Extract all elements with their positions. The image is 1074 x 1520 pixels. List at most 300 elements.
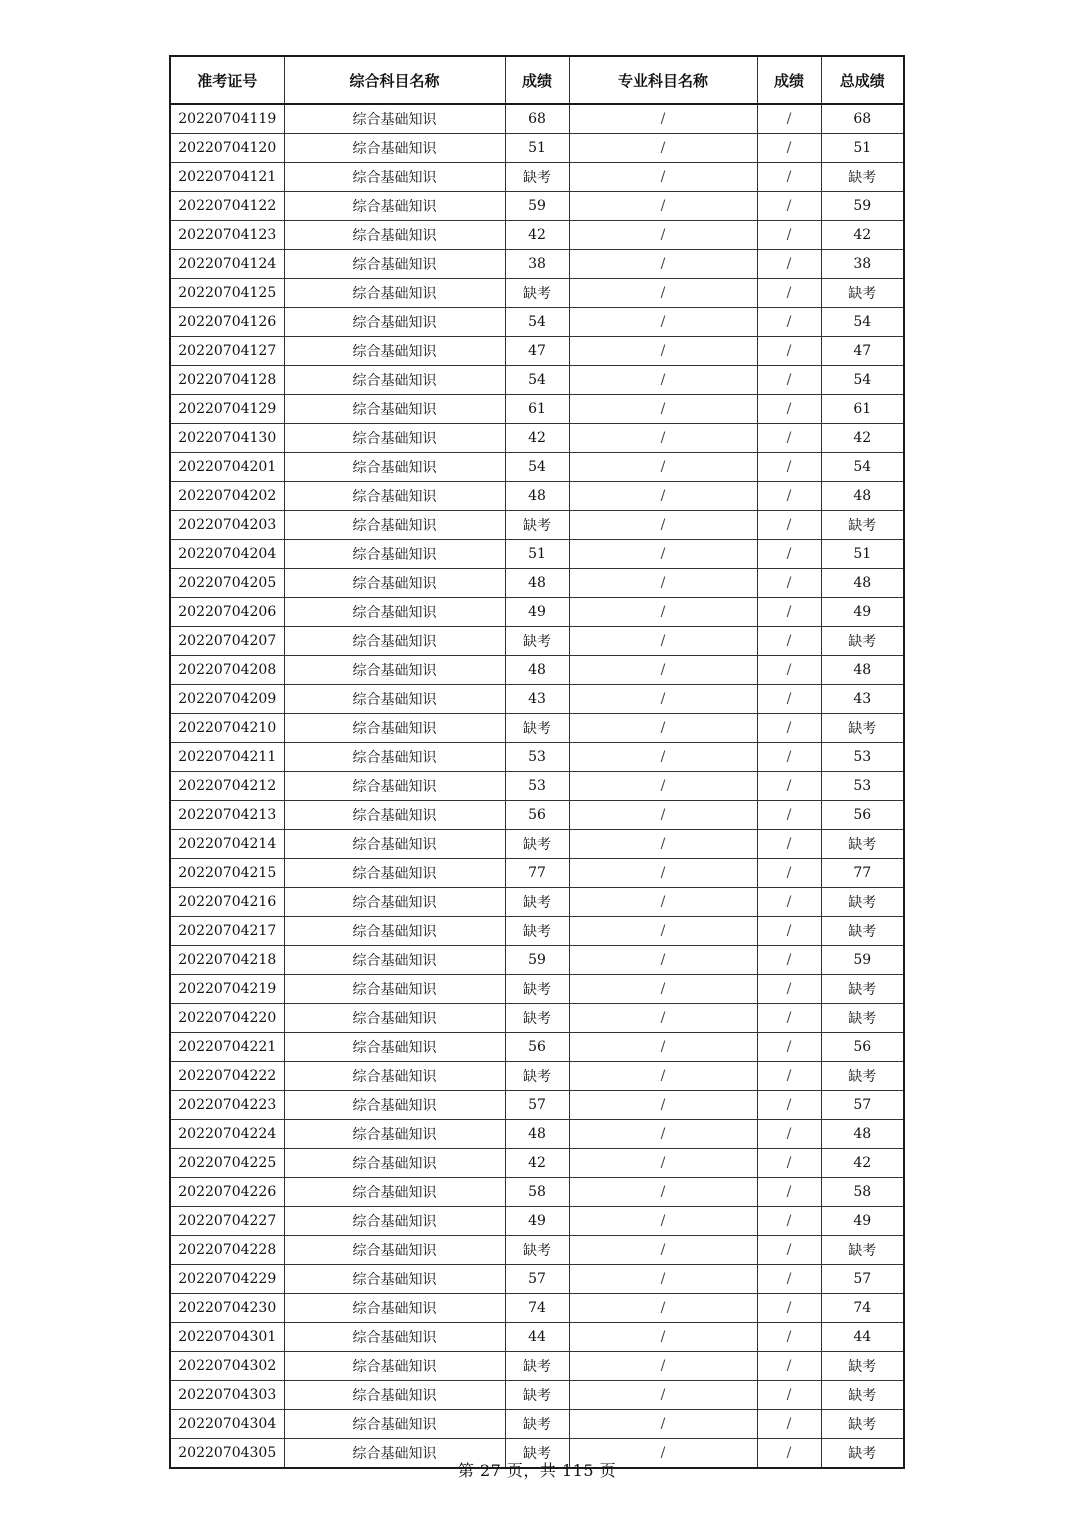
total-score-cell: 缺考: [821, 917, 904, 946]
general-score-cell: 53: [505, 772, 569, 801]
exam-id-cell: 20220704130: [170, 424, 284, 453]
major-subject-cell: /: [569, 221, 757, 250]
total-score-cell: 缺考: [821, 975, 904, 1004]
table-row: [170, 1236, 904, 1265]
exam-id-cell: 20220704220: [170, 1004, 284, 1033]
total-score-cell: 68: [821, 104, 904, 134]
general-subject-cell: 综合基础知识: [284, 482, 505, 511]
major-subject-cell: /: [569, 366, 757, 395]
major-subject-cell: /: [569, 1178, 757, 1207]
table-row: [170, 192, 904, 221]
table-row: [170, 366, 904, 395]
general-score-cell: 54: [505, 366, 569, 395]
total-score-cell: 56: [821, 1033, 904, 1062]
general-subject-cell: 综合基础知识: [284, 1120, 505, 1149]
table-row: [170, 279, 904, 308]
major-score-cell: /: [757, 1323, 821, 1352]
general-subject-cell: 综合基础知识: [284, 917, 505, 946]
table-row: [170, 772, 904, 801]
total-score-cell: 59: [821, 946, 904, 975]
major-subject-cell: /: [569, 104, 757, 134]
major-score-cell: /: [757, 1004, 821, 1033]
major-subject-cell: /: [569, 714, 757, 743]
header-major-score: 成绩: [757, 56, 821, 104]
major-score-cell: /: [757, 511, 821, 540]
major-subject-cell: /: [569, 1120, 757, 1149]
major-subject-cell: /: [569, 134, 757, 163]
exam-id-cell: 20220704303: [170, 1381, 284, 1410]
major-score-cell: /: [757, 714, 821, 743]
total-score-cell: 43: [821, 685, 904, 714]
general-score-cell: 49: [505, 1207, 569, 1236]
general-subject-cell: 综合基础知识: [284, 395, 505, 424]
general-score-cell: 51: [505, 540, 569, 569]
major-subject-cell: /: [569, 569, 757, 598]
major-score-cell: /: [757, 859, 821, 888]
major-score-cell: /: [757, 221, 821, 250]
table-row: [170, 1323, 904, 1352]
major-subject-cell: /: [569, 830, 757, 859]
total-score-cell: 缺考: [821, 714, 904, 743]
total-score-cell: 缺考: [821, 1410, 904, 1439]
general-score-cell: 缺考: [505, 917, 569, 946]
major-subject-cell: /: [569, 685, 757, 714]
general-subject-cell: 综合基础知识: [284, 221, 505, 250]
major-score-cell: /: [757, 540, 821, 569]
total-score-cell: 缺考: [821, 279, 904, 308]
exam-id-cell: 20220704305: [170, 1439, 284, 1469]
total-score-cell: 58: [821, 1178, 904, 1207]
general-score-cell: 54: [505, 308, 569, 337]
table-row: [170, 104, 904, 134]
general-score-cell: 49: [505, 598, 569, 627]
major-subject-cell: /: [569, 1004, 757, 1033]
major-score-cell: /: [757, 104, 821, 134]
major-subject-cell: /: [569, 1323, 757, 1352]
general-score-cell: 缺考: [505, 1410, 569, 1439]
exam-id-cell: 20220704213: [170, 801, 284, 830]
major-subject-cell: /: [569, 917, 757, 946]
total-score-cell: 缺考: [821, 511, 904, 540]
general-score-cell: 缺考: [505, 1004, 569, 1033]
exam-id-cell: 20220704223: [170, 1091, 284, 1120]
major-score-cell: /: [757, 337, 821, 366]
table-row: [170, 1091, 904, 1120]
exam-id-cell: 20220704228: [170, 1236, 284, 1265]
general-score-cell: 缺考: [505, 279, 569, 308]
general-subject-cell: 综合基础知识: [284, 714, 505, 743]
exam-id-cell: 20220704301: [170, 1323, 284, 1352]
general-subject-cell: 综合基础知识: [284, 975, 505, 1004]
exam-id-cell: 20220704209: [170, 685, 284, 714]
general-subject-cell: 综合基础知识: [284, 1323, 505, 1352]
major-subject-cell: /: [569, 888, 757, 917]
general-subject-cell: 综合基础知识: [284, 308, 505, 337]
major-subject-cell: /: [569, 598, 757, 627]
total-score-cell: 61: [821, 395, 904, 424]
exam-id-cell: 20220704119: [170, 104, 284, 134]
major-score-cell: /: [757, 801, 821, 830]
exam-id-cell: 20220704222: [170, 1062, 284, 1091]
total-score-cell: 49: [821, 598, 904, 627]
header-row: [170, 56, 904, 104]
total-score-cell: 54: [821, 453, 904, 482]
major-score-cell: /: [757, 1033, 821, 1062]
major-score-cell: /: [757, 192, 821, 221]
major-subject-cell: /: [569, 1439, 757, 1469]
general-subject-cell: 综合基础知识: [284, 743, 505, 772]
table-row: [170, 656, 904, 685]
exam-id-cell: 20220704127: [170, 337, 284, 366]
major-subject-cell: /: [569, 395, 757, 424]
major-subject-cell: /: [569, 946, 757, 975]
table-row: [170, 424, 904, 453]
table-row: [170, 569, 904, 598]
major-subject-cell: /: [569, 1352, 757, 1381]
general-score-cell: 缺考: [505, 1236, 569, 1265]
total-score-cell: 缺考: [821, 163, 904, 192]
total-score-cell: 53: [821, 743, 904, 772]
table-row: [170, 1120, 904, 1149]
exam-id-cell: 20220704225: [170, 1149, 284, 1178]
general-score-cell: 缺考: [505, 714, 569, 743]
major-score-cell: /: [757, 134, 821, 163]
major-score-cell: /: [757, 1294, 821, 1323]
exam-id-cell: 20220704211: [170, 743, 284, 772]
total-score-cell: 38: [821, 250, 904, 279]
total-score-cell: 53: [821, 772, 904, 801]
major-score-cell: /: [757, 888, 821, 917]
total-score-cell: 54: [821, 308, 904, 337]
total-score-cell: 42: [821, 1149, 904, 1178]
general-score-cell: 47: [505, 337, 569, 366]
table-row: [170, 1265, 904, 1294]
exam-id-cell: 20220704227: [170, 1207, 284, 1236]
general-subject-cell: 综合基础知识: [284, 453, 505, 482]
total-score-cell: 44: [821, 1323, 904, 1352]
general-score-cell: 54: [505, 453, 569, 482]
table-row: [170, 888, 904, 917]
general-score-cell: 44: [505, 1323, 569, 1352]
exam-id-cell: 20220704123: [170, 221, 284, 250]
total-score-cell: 59: [821, 192, 904, 221]
major-score-cell: /: [757, 1091, 821, 1120]
general-score-cell: 56: [505, 1033, 569, 1062]
exam-id-cell: 20220704207: [170, 627, 284, 656]
general-subject-cell: 综合基础知识: [284, 134, 505, 163]
general-score-cell: 77: [505, 859, 569, 888]
major-subject-cell: /: [569, 627, 757, 656]
major-subject-cell: /: [569, 1265, 757, 1294]
total-score-cell: 51: [821, 540, 904, 569]
general-subject-cell: 综合基础知识: [284, 337, 505, 366]
general-subject-cell: 综合基础知识: [284, 1381, 505, 1410]
major-score-cell: /: [757, 308, 821, 337]
total-score-cell: 77: [821, 859, 904, 888]
general-subject-cell: 综合基础知识: [284, 772, 505, 801]
exam-id-cell: 20220704218: [170, 946, 284, 975]
exam-id-cell: 20220704121: [170, 163, 284, 192]
table-row: [170, 1410, 904, 1439]
major-score-cell: /: [757, 1120, 821, 1149]
general-subject-cell: 综合基础知识: [284, 1149, 505, 1178]
general-subject-cell: 综合基础知识: [284, 946, 505, 975]
exam-id-cell: 20220704122: [170, 192, 284, 221]
exam-id-cell: 20220704214: [170, 830, 284, 859]
major-subject-cell: /: [569, 656, 757, 685]
exam-id-cell: 20220704206: [170, 598, 284, 627]
major-score-cell: /: [757, 1381, 821, 1410]
table-row: [170, 685, 904, 714]
general-subject-cell: 综合基础知识: [284, 424, 505, 453]
total-score-cell: 42: [821, 221, 904, 250]
major-score-cell: /: [757, 395, 821, 424]
score-table-container: [169, 55, 903, 1469]
major-score-cell: /: [757, 772, 821, 801]
exam-id-cell: 20220704216: [170, 888, 284, 917]
table-row: [170, 337, 904, 366]
major-score-cell: /: [757, 1352, 821, 1381]
major-subject-cell: /: [569, 453, 757, 482]
table-row: [170, 1207, 904, 1236]
major-subject-cell: /: [569, 1236, 757, 1265]
general-subject-cell: 综合基础知识: [284, 859, 505, 888]
score-table-body: [170, 104, 904, 1468]
general-subject-cell: 综合基础知识: [284, 511, 505, 540]
major-score-cell: /: [757, 1062, 821, 1091]
major-score-cell: /: [757, 917, 821, 946]
major-subject-cell: /: [569, 308, 757, 337]
exam-id-cell: 20220704201: [170, 453, 284, 482]
major-score-cell: /: [757, 1265, 821, 1294]
total-score-cell: 缺考: [821, 1236, 904, 1265]
general-subject-cell: 综合基础知识: [284, 104, 505, 134]
general-subject-cell: 综合基础知识: [284, 192, 505, 221]
general-subject-cell: 综合基础知识: [284, 1033, 505, 1062]
general-score-cell: 42: [505, 221, 569, 250]
exam-id-cell: 20220704126: [170, 308, 284, 337]
general-score-cell: 56: [505, 801, 569, 830]
general-score-cell: 58: [505, 1178, 569, 1207]
general-score-cell: 43: [505, 685, 569, 714]
table-row: [170, 598, 904, 627]
general-subject-cell: 综合基础知识: [284, 888, 505, 917]
total-score-cell: 42: [821, 424, 904, 453]
general-score-cell: 53: [505, 743, 569, 772]
major-score-cell: /: [757, 743, 821, 772]
general-subject-cell: 综合基础知识: [284, 627, 505, 656]
major-score-cell: /: [757, 424, 821, 453]
table-row: [170, 163, 904, 192]
exam-id-cell: 20220704226: [170, 1178, 284, 1207]
major-score-cell: /: [757, 946, 821, 975]
table-row: [170, 540, 904, 569]
general-subject-cell: 综合基础知识: [284, 1004, 505, 1033]
general-score-cell: 缺考: [505, 163, 569, 192]
total-score-cell: 缺考: [821, 1439, 904, 1469]
major-subject-cell: /: [569, 1381, 757, 1410]
total-score-cell: 49: [821, 1207, 904, 1236]
exam-id-cell: 20220704302: [170, 1352, 284, 1381]
exam-id-cell: 20220704304: [170, 1410, 284, 1439]
table-row: [170, 511, 904, 540]
general-score-cell: 42: [505, 424, 569, 453]
total-score-cell: 缺考: [821, 1352, 904, 1381]
total-score-cell: 57: [821, 1265, 904, 1294]
exam-id-cell: 20220704120: [170, 134, 284, 163]
header-general-subject: 综合科目名称: [284, 56, 505, 104]
header-total-score: 总成绩: [821, 56, 904, 104]
general-score-cell: 74: [505, 1294, 569, 1323]
general-score-cell: 51: [505, 134, 569, 163]
table-row: [170, 1352, 904, 1381]
exam-id-cell: 20220704212: [170, 772, 284, 801]
major-score-cell: /: [757, 279, 821, 308]
general-score-cell: 48: [505, 656, 569, 685]
general-subject-cell: 综合基础知识: [284, 279, 505, 308]
table-row: [170, 250, 904, 279]
general-score-cell: 缺考: [505, 511, 569, 540]
table-row: [170, 859, 904, 888]
total-score-cell: 缺考: [821, 1062, 904, 1091]
general-score-cell: 61: [505, 395, 569, 424]
general-score-cell: 缺考: [505, 888, 569, 917]
major-score-cell: /: [757, 1149, 821, 1178]
exam-id-cell: 20220704202: [170, 482, 284, 511]
table-row: [170, 946, 904, 975]
total-score-cell: 48: [821, 482, 904, 511]
major-score-cell: /: [757, 453, 821, 482]
major-subject-cell: /: [569, 511, 757, 540]
exam-id-cell: 20220704221: [170, 1033, 284, 1062]
general-score-cell: 缺考: [505, 1352, 569, 1381]
general-subject-cell: 综合基础知识: [284, 830, 505, 859]
general-score-cell: 缺考: [505, 1381, 569, 1410]
major-score-cell: /: [757, 250, 821, 279]
exam-id-cell: 20220704229: [170, 1265, 284, 1294]
total-score-cell: 缺考: [821, 1381, 904, 1410]
table-row: [170, 830, 904, 859]
major-score-cell: /: [757, 1439, 821, 1469]
general-subject-cell: 综合基础知识: [284, 598, 505, 627]
major-subject-cell: /: [569, 1062, 757, 1091]
total-score-cell: 57: [821, 1091, 904, 1120]
table-row: [170, 627, 904, 656]
general-score-cell: 42: [505, 1149, 569, 1178]
major-subject-cell: /: [569, 424, 757, 453]
general-score-cell: 59: [505, 192, 569, 221]
major-score-cell: /: [757, 366, 821, 395]
table-row: [170, 395, 904, 424]
major-subject-cell: /: [569, 975, 757, 1004]
exam-id-cell: 20220704124: [170, 250, 284, 279]
general-subject-cell: 综合基础知识: [284, 366, 505, 395]
major-score-cell: /: [757, 482, 821, 511]
major-score-cell: /: [757, 1236, 821, 1265]
general-score-cell: 缺考: [505, 975, 569, 1004]
major-subject-cell: /: [569, 337, 757, 366]
exam-id-cell: 20220704128: [170, 366, 284, 395]
exam-id-cell: 20220704208: [170, 656, 284, 685]
exam-id-cell: 20220704129: [170, 395, 284, 424]
page-number: 第 27 页，共 115 页: [457, 1461, 617, 1480]
major-score-cell: /: [757, 1410, 821, 1439]
major-subject-cell: /: [569, 540, 757, 569]
table-row: [170, 1294, 904, 1323]
major-subject-cell: /: [569, 279, 757, 308]
general-subject-cell: 综合基础知识: [284, 250, 505, 279]
major-subject-cell: /: [569, 1091, 757, 1120]
major-subject-cell: /: [569, 743, 757, 772]
general-subject-cell: 综合基础知识: [284, 1207, 505, 1236]
table-row: [170, 1033, 904, 1062]
total-score-cell: 54: [821, 366, 904, 395]
table-row: [170, 917, 904, 946]
major-score-cell: /: [757, 656, 821, 685]
general-subject-cell: 综合基础知识: [284, 1178, 505, 1207]
general-subject-cell: 综合基础知识: [284, 1265, 505, 1294]
major-score-cell: /: [757, 598, 821, 627]
general-subject-cell: 综合基础知识: [284, 801, 505, 830]
general-subject-cell: 综合基础知识: [284, 1410, 505, 1439]
exam-id-cell: 20220704215: [170, 859, 284, 888]
total-score-cell: 47: [821, 337, 904, 366]
total-score-cell: 缺考: [821, 888, 904, 917]
total-score-cell: 48: [821, 656, 904, 685]
exam-id-cell: 20220704219: [170, 975, 284, 1004]
major-score-cell: /: [757, 830, 821, 859]
header-major-subject: 专业科目名称: [569, 56, 757, 104]
table-row: [170, 1149, 904, 1178]
table-row: [170, 714, 904, 743]
table-row: [170, 482, 904, 511]
general-score-cell: 缺考: [505, 627, 569, 656]
header-exam-id: 准考证号: [170, 56, 284, 104]
major-subject-cell: /: [569, 250, 757, 279]
major-subject-cell: /: [569, 801, 757, 830]
general-score-cell: 59: [505, 946, 569, 975]
general-score-cell: 48: [505, 1120, 569, 1149]
table-row: [170, 743, 904, 772]
table-row: [170, 221, 904, 250]
header-general-score: 成绩: [505, 56, 569, 104]
major-score-cell: /: [757, 569, 821, 598]
major-subject-cell: /: [569, 1207, 757, 1236]
total-score-cell: 56: [821, 801, 904, 830]
table-row: [170, 1178, 904, 1207]
table-row: [170, 1062, 904, 1091]
total-score-cell: 51: [821, 134, 904, 163]
exam-id-cell: 20220704203: [170, 511, 284, 540]
general-subject-cell: 综合基础知识: [284, 569, 505, 598]
table-row: [170, 134, 904, 163]
major-subject-cell: /: [569, 192, 757, 221]
major-subject-cell: /: [569, 482, 757, 511]
table-row: [170, 1381, 904, 1410]
major-score-cell: /: [757, 975, 821, 1004]
total-score-cell: 缺考: [821, 830, 904, 859]
general-subject-cell: 综合基础知识: [284, 685, 505, 714]
major-subject-cell: /: [569, 772, 757, 801]
general-score-cell: 57: [505, 1265, 569, 1294]
general-subject-cell: 综合基础知识: [284, 1062, 505, 1091]
table-row: [170, 975, 904, 1004]
general-subject-cell: 综合基础知识: [284, 1352, 505, 1381]
general-subject-cell: 综合基础知识: [284, 656, 505, 685]
major-subject-cell: /: [569, 163, 757, 192]
total-score-cell: 48: [821, 569, 904, 598]
general-subject-cell: 综合基础知识: [284, 1294, 505, 1323]
